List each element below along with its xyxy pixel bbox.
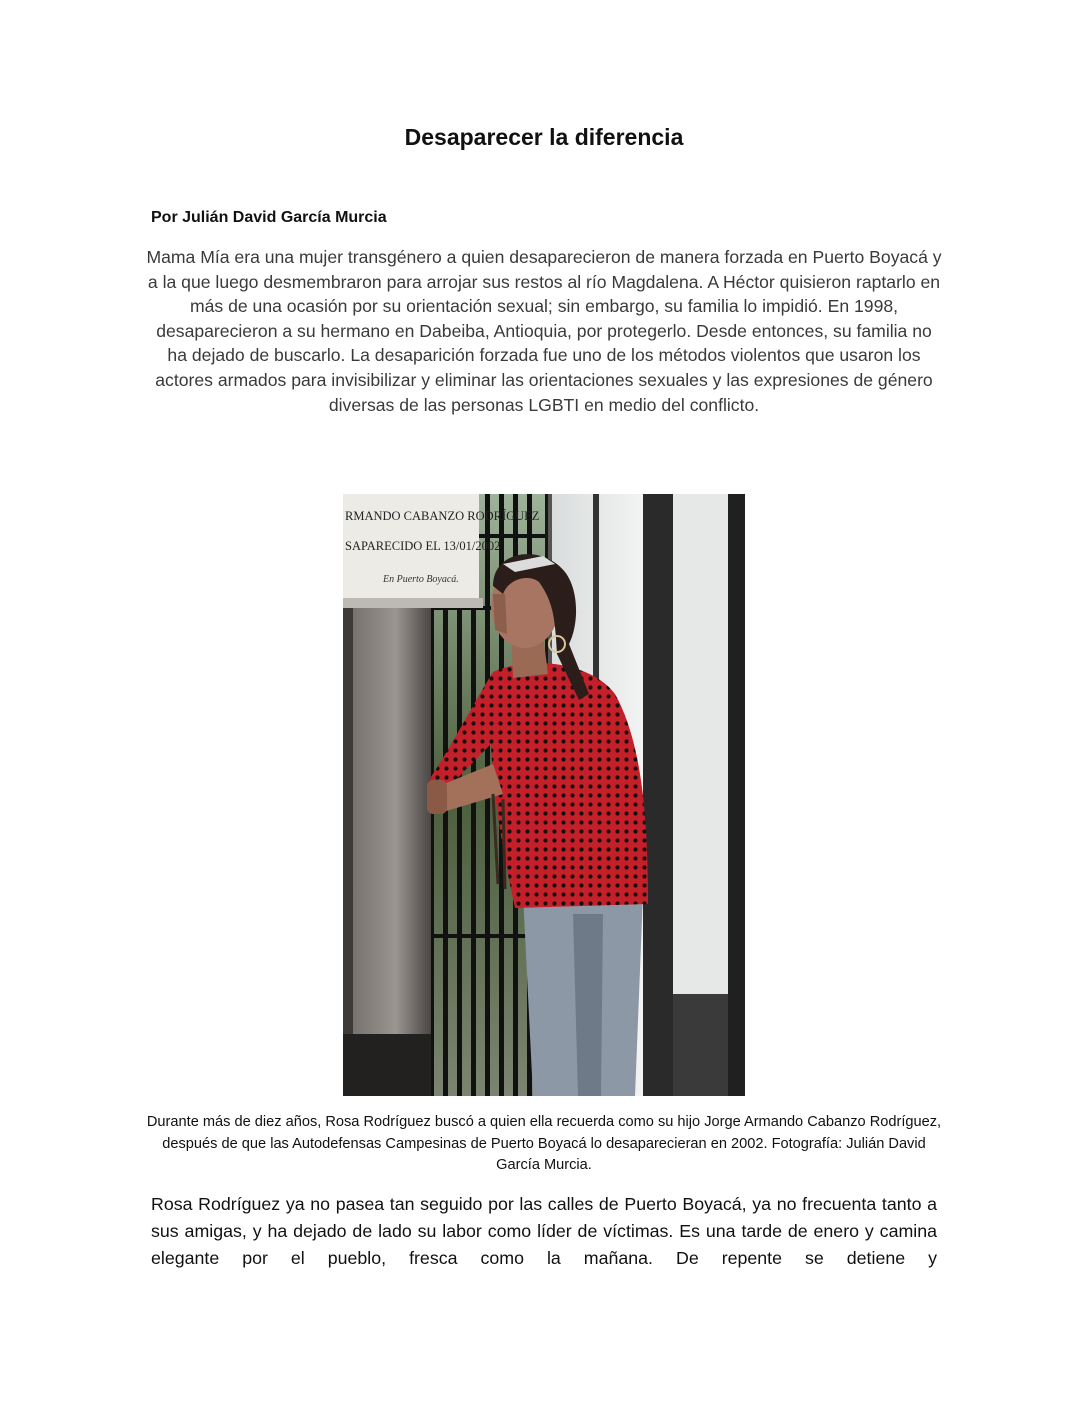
photo-caption: Durante más de diez años, Rosa Rodríguez buscó a quien ella recuerda como su hijo Jorge Armando Cabanzo Rodríguez, después de que las Autodefensas Campesinas de Puerto Boyacá lo desaparecieran en 2002. Fotografía: Julián David García Murcia. bbox=[146, 1114, 942, 1173]
article-photo bbox=[343, 494, 745, 1096]
photo-sign-line-2: SAPARECIDO EL 13/01/2002 bbox=[345, 539, 501, 553]
article-title: Desaparecer la diferencia bbox=[404, 124, 684, 150]
article-byline: Por Julián David García Murcia bbox=[151, 209, 387, 226]
article-lead-paragraph: Mama Mía era una mujer transgénero a quien desaparecieron de manera forzada en Puerto Boyacá y a la que luego desmembraron para arrojar sus restos al río Magdalena. A Héctor quisieron raptarlo en más de una ocasión por su orientación sexual; sin embargo, su familia lo impidió. En 1998, desaparecieron a su hermano en Dabeiba, Antioquia, por protegerlo. Desde entonces, su familia no ha dejado de buscarlo. La desaparición forzada fue uno de los métodos violentos que usaron los actores armados para invisibilizar y eliminar las orientaciones sexuales y las expresiones de género diversas de las personas LGBTI en medio del conflicto. bbox=[146, 247, 942, 415]
photo-sign-line-1: RMANDO CABANZO RODRÍGUEZ bbox=[345, 509, 540, 523]
photo-sign-line-3: En Puerto Boyacá. bbox=[383, 574, 459, 585]
article-body-paragraph: Rosa Rodríguez ya no pasea tan seguido por las calles de Puerto Boyacá, ya no frecuenta tanto a sus amigas, y ha dejado de lado su labor como líder de víctimas. Es una tarde de enero y camina elegante por el pueblo, fresca como la mañana. De repente se detiene y bbox=[151, 1194, 937, 1268]
